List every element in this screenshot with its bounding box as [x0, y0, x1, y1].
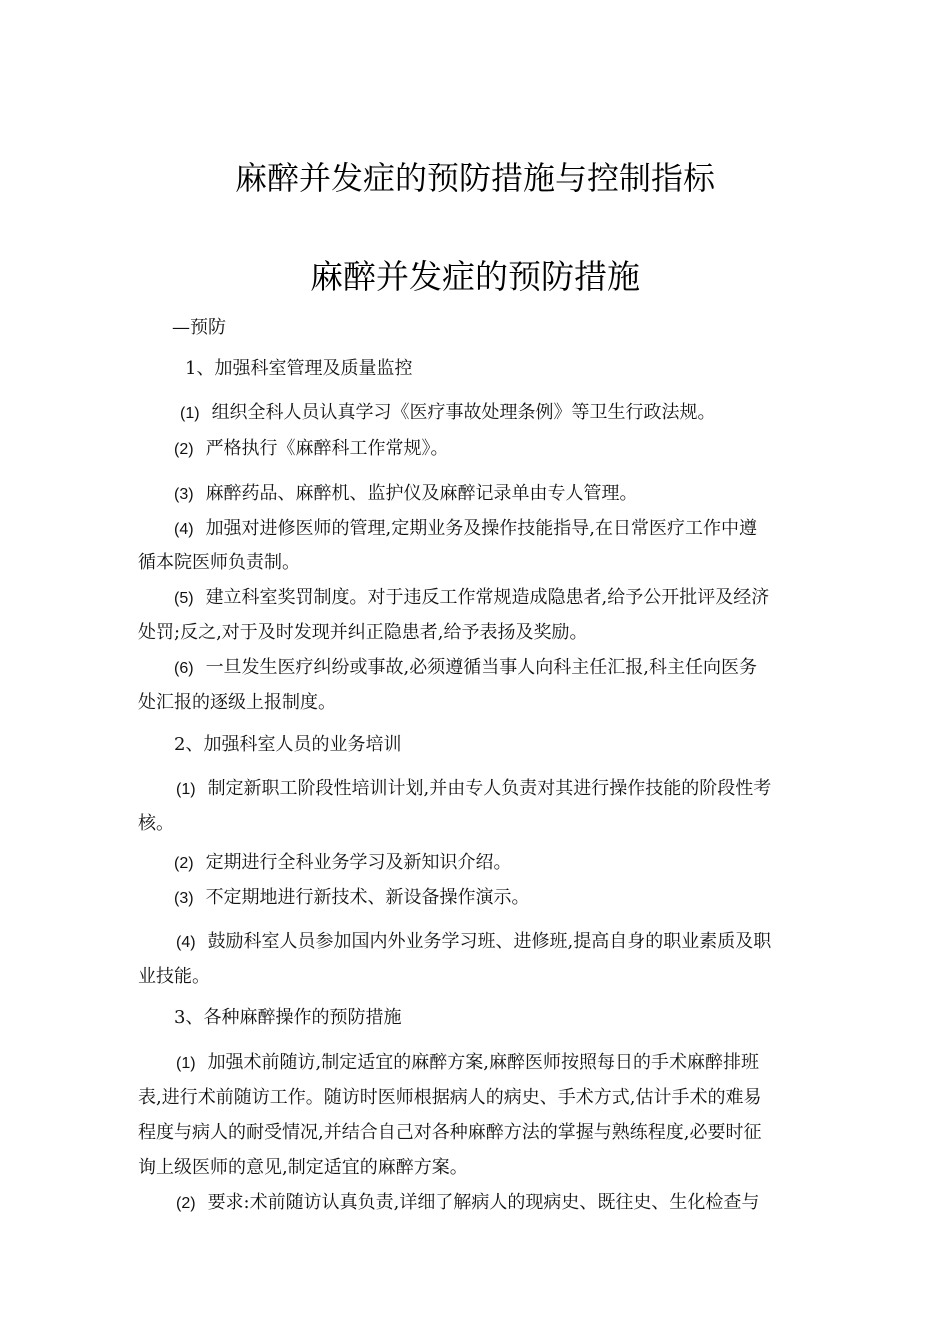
section-prevention-label: —预防 — [172, 317, 226, 338]
item-text: 建立科室奖罚制度。对于违反工作常规造成隐患者,给予公开批评及经济 — [205, 587, 770, 608]
list-item — [176, 1190, 759, 1217]
document-title: 麻醉并发症的预防措施与控制指标 — [234, 159, 715, 197]
list-item-continuation: 询上级医师的意见,制定适宜的麻醉方案。 — [138, 1157, 468, 1178]
list-item-continuation: 业技能。 — [138, 966, 210, 987]
list-item — [174, 516, 757, 543]
item-number: (3) — [174, 890, 194, 907]
item-text: 不定期地进行新技术、新设备操作演示。 — [205, 887, 530, 908]
item-text: 组织全科人员认真学习《医疗事故处理条例》等卫生行政法规。 — [211, 402, 716, 423]
list-item — [174, 850, 512, 877]
list-item — [174, 655, 757, 682]
list-item — [176, 929, 771, 956]
section-heading-3: 3、各种麻醉操作的预防措施 — [174, 1007, 402, 1028]
item-number: (1) — [176, 1055, 196, 1072]
item-number: (2) — [176, 1195, 196, 1212]
item-text: 定期进行全科业务学习及新知识介绍。 — [205, 852, 512, 873]
list-item — [174, 885, 530, 912]
item-text: 加强术前随访,制定适宜的麻醉方案,麻醉医师按照每日的手术麻醉排班 — [207, 1052, 760, 1073]
item-text: 鼓励科室人员参加国内外业务学习班、进修班,提高自身的职业素质及职 — [207, 931, 772, 952]
document-subtitle: 麻醉并发症的预防措施 — [310, 257, 640, 296]
list-item-continuation: 循本院医师负责制。 — [138, 552, 300, 573]
list-item — [174, 585, 769, 612]
list-item-continuation: 程度与病人的耐受情况,并结合自己对各种麻醉方法的掌握与熟练程度,必要时征 — [138, 1122, 762, 1143]
item-text: 严格执行《麻醉科工作常规》。 — [205, 438, 449, 459]
list-item — [174, 481, 638, 508]
list-item-continuation: 核。 — [138, 813, 174, 834]
item-number: (1) — [176, 781, 196, 798]
list-item-continuation: 处罚;反之,对于及时发现并纠正隐患者,给予表扬及奖励。 — [138, 622, 588, 643]
section-heading-2: 2、加强科室人员的业务培训 — [174, 734, 402, 755]
item-number: (2) — [174, 855, 194, 872]
item-text: 制定新职工阶段性培训计划,并由专人负责对其进行操作技能的阶段性考 — [207, 778, 772, 799]
list-item — [174, 436, 449, 463]
item-text: 麻醉药品、麻醉机、监护仪及麻醉记录单由专人管理。 — [205, 483, 638, 504]
item-number: (5) — [174, 590, 194, 607]
list-item — [176, 776, 771, 803]
item-text: 一旦发生医疗纠纷或事故,必须遵循当事人向科主任汇报,科主任向医务 — [205, 657, 758, 678]
list-item — [176, 1050, 759, 1077]
item-number: (4) — [176, 934, 196, 951]
item-number: (1) — [180, 405, 200, 422]
section-heading-1: 1、加强科室管理及质量监控 — [185, 358, 413, 379]
item-number: (4) — [174, 521, 194, 538]
item-text: 加强对进修医师的管理,定期业务及操作技能指导,在日常医疗工作中遵 — [205, 518, 758, 539]
item-number: (6) — [174, 660, 194, 677]
item-text: 要求:术前随访认真负责,详细了解病人的现病史、既往史、生化检查与 — [207, 1192, 760, 1213]
item-number: (2) — [174, 441, 194, 458]
list-item-continuation: 表,进行术前随访工作。随访时医师根据病人的病史、手术方式,估计手术的难易 — [138, 1087, 762, 1108]
item-number: (3) — [174, 486, 194, 503]
list-item — [180, 400, 716, 427]
list-item-continuation: 处汇报的逐级上报制度。 — [138, 692, 336, 713]
